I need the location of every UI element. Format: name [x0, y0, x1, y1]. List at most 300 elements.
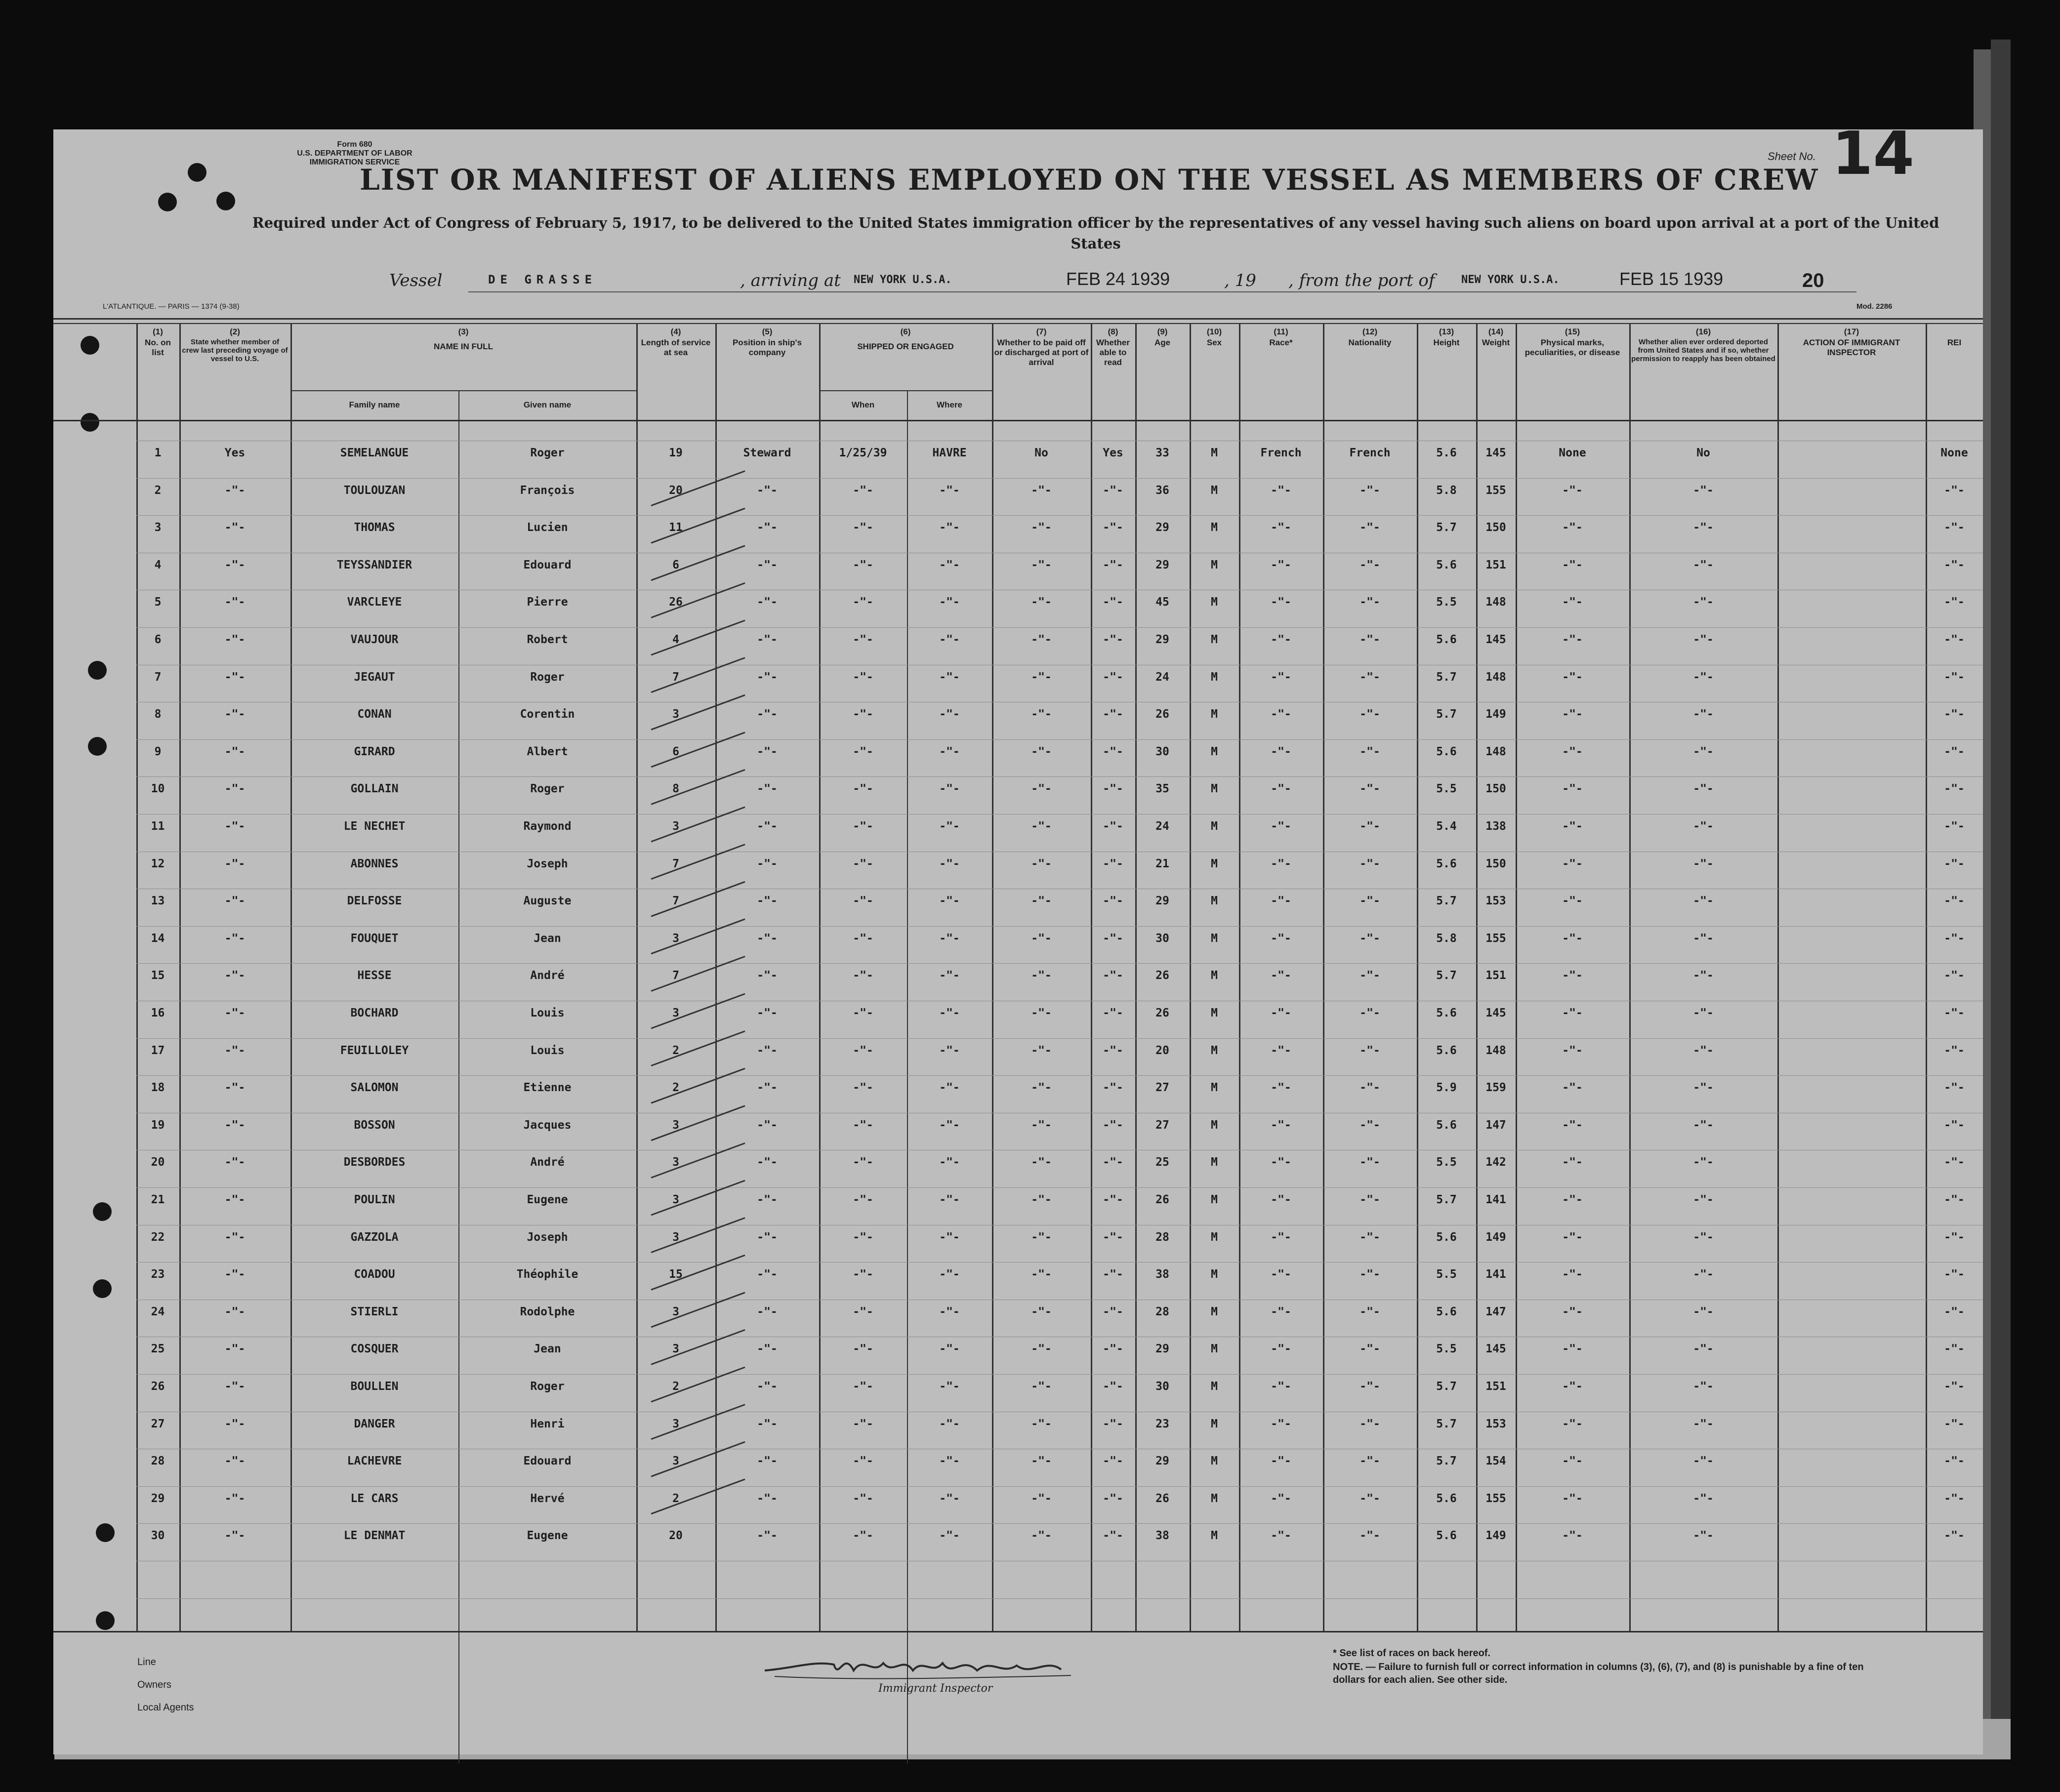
given-name: Louis: [530, 1044, 565, 1057]
sex: M: [1211, 484, 1218, 497]
service-length: 4: [672, 633, 679, 646]
column-header-10: Sex: [1206, 338, 1222, 347]
shipped-when-ditto: -"-: [853, 708, 873, 721]
paid-off-ditto: -"-: [1031, 1492, 1052, 1505]
ship-position-ditto: -"-: [757, 1417, 778, 1430]
penalty-note: NOTE. — Failure to furnish full or correct information in columns (3), (6), (7), and (8) is punishable by a fine of ten dollars for each alien. See other side.: [1333, 1662, 1864, 1685]
physical-marks-ditto: -"-: [1562, 633, 1583, 646]
punch-hole: [188, 163, 206, 182]
table-row: [53, 895, 1983, 910]
age: 38: [1155, 1268, 1169, 1281]
age: 24: [1155, 820, 1169, 833]
physical-marks-ditto: -"-: [1562, 820, 1583, 833]
shipped-when-ditto: -"-: [853, 1230, 873, 1244]
shipped-where-ditto: -"-: [939, 932, 960, 945]
paid-off-ditto: -"-: [1031, 1081, 1052, 1095]
row-rule: [136, 1374, 1983, 1375]
owners-label: Owners: [137, 1679, 171, 1690]
deported-ditto: -"-: [1693, 1455, 1714, 1468]
sex: M: [1211, 1492, 1218, 1505]
row-rule: [136, 478, 1983, 479]
column-header-18: REI: [1947, 338, 1962, 347]
column-header-17: ACTION OF IMMIGRANT INSPECTOR: [1803, 338, 1900, 357]
height: 5.7: [1436, 521, 1457, 534]
able-to-read-ditto: -"-: [1103, 1305, 1123, 1318]
arriving-port: NEW YORK U.S.A.: [854, 274, 952, 286]
family-name: LACHEVRE: [347, 1455, 402, 1468]
given-name: Etienne: [523, 1081, 572, 1095]
service-length: 7: [672, 857, 679, 870]
sex: M: [1211, 521, 1218, 534]
weight: 151: [1485, 1380, 1506, 1393]
paid-off-ditto: -"-: [1031, 1268, 1052, 1281]
weight: 145: [1485, 447, 1506, 459]
paid-off-ditto: -"-: [1031, 969, 1052, 982]
shipped-where-ditto: -"-: [939, 1230, 960, 1244]
table-row: [53, 484, 1983, 500]
ship-position-ditto: -"-: [757, 596, 778, 609]
subheader-family-name: Family name: [349, 400, 400, 409]
shipped-where-ditto: -"-: [939, 521, 960, 534]
shipped-where-ditto: -"-: [939, 596, 960, 609]
sex: M: [1211, 820, 1218, 833]
vessel-label: Vessel: [389, 271, 443, 290]
physical-marks-ditto: -"-: [1562, 1044, 1583, 1057]
able-to-read-ditto: -"-: [1103, 484, 1123, 497]
remarks-ditto: -"-: [1944, 1193, 1965, 1206]
deported-ditto: -"-: [1693, 1380, 1714, 1393]
given-name: Corentin: [520, 708, 575, 721]
physical-marks-ditto: -"-: [1562, 1492, 1583, 1505]
physical-marks-ditto: -"-: [1562, 1156, 1583, 1169]
sheet-label: Sheet No.: [1768, 150, 1816, 163]
form-mod: Mod. 2286: [1856, 302, 1893, 311]
service-length: 7: [672, 895, 679, 908]
row-number: 6: [154, 633, 162, 646]
sex: M: [1211, 670, 1218, 684]
previous-voyage-ditto: -"-: [224, 1343, 246, 1356]
row-number: 23: [151, 1268, 165, 1281]
sex: M: [1211, 447, 1218, 459]
previous-voyage-ditto: -"-: [224, 670, 246, 684]
able-to-read-ditto: -"-: [1103, 1230, 1123, 1244]
column-header-15: Physical marks, peculiarities, or disease: [1524, 338, 1620, 357]
previous-voyage-ditto: -"-: [224, 1118, 246, 1132]
age: 25: [1155, 1156, 1169, 1169]
age: 26: [1155, 708, 1169, 721]
table-row: [53, 1455, 1983, 1470]
weight: 154: [1485, 1455, 1506, 1468]
ship-position-ditto: -"-: [757, 745, 778, 758]
column-header-4: Length of service at sea: [641, 338, 711, 357]
row-number: 10: [151, 782, 165, 796]
service-length: 2: [672, 1081, 679, 1095]
family-name: BOULLEN: [350, 1380, 399, 1393]
paid-off-ditto: -"-: [1031, 1380, 1052, 1393]
ship-position-ditto: -"-: [757, 1230, 778, 1244]
shipped-where-ditto: -"-: [939, 1193, 960, 1206]
ship-position-ditto: -"-: [757, 1118, 778, 1132]
line-label: Line: [137, 1657, 156, 1668]
race-ditto: -"-: [1271, 1492, 1291, 1505]
table-row: [53, 596, 1983, 611]
previous-voyage-ditto: -"-: [224, 1193, 246, 1206]
table-row: [53, 1380, 1983, 1396]
ship-position-ditto: -"-: [757, 820, 778, 833]
shipped-where-ditto: -"-: [939, 1305, 960, 1318]
sex: M: [1211, 1007, 1218, 1019]
paid-off-ditto: -"-: [1031, 558, 1052, 571]
height: 5.6: [1436, 1305, 1457, 1318]
sex: M: [1211, 1343, 1218, 1356]
age: 26: [1155, 1193, 1169, 1206]
shipped-when-ditto: -"-: [853, 1007, 873, 1019]
race-ditto: -"-: [1271, 820, 1291, 833]
physical-marks-ditto: -"-: [1562, 932, 1583, 945]
weight: 159: [1485, 1081, 1506, 1095]
sex: M: [1211, 633, 1218, 646]
family-name: LE DENMAT: [343, 1529, 406, 1543]
sex: M: [1211, 1118, 1218, 1132]
paid-off-ditto: -"-: [1031, 857, 1052, 870]
service-length: 3: [672, 1417, 679, 1430]
row-number: 20: [151, 1156, 165, 1169]
nationality-ditto: -"-: [1360, 1081, 1380, 1095]
sex: M: [1211, 857, 1218, 870]
nationality-ditto: -"-: [1360, 484, 1380, 497]
able-to-read-ditto: -"-: [1103, 745, 1123, 758]
previous-voyage-ditto: -"-: [224, 1417, 246, 1430]
weight: 149: [1485, 708, 1506, 721]
shipped-where-ditto: -"-: [939, 1529, 960, 1543]
race-ditto: -"-: [1271, 596, 1291, 609]
ship-position-ditto: -"-: [757, 1007, 778, 1019]
height: 5.7: [1436, 895, 1457, 908]
ship-position-ditto: -"-: [757, 1492, 778, 1505]
shipped-where-ditto: -"-: [939, 1118, 960, 1132]
family-name: VARCLEYE: [347, 596, 402, 609]
weight: 155: [1485, 484, 1506, 497]
paid-off-ditto: -"-: [1031, 782, 1052, 796]
shipped-where-ditto: -"-: [939, 1492, 960, 1505]
nationality-ditto: -"-: [1360, 1230, 1380, 1244]
ship-position-ditto: -"-: [757, 1529, 778, 1543]
sex: M: [1211, 1193, 1218, 1206]
physical-marks-ditto: -"-: [1562, 1081, 1583, 1095]
able-to-read-ditto: -"-: [1103, 1417, 1123, 1430]
weight: 141: [1485, 1268, 1506, 1281]
row-number: 25: [151, 1343, 165, 1356]
shipped-when-ditto: -"-: [853, 633, 873, 646]
height: 5.5: [1436, 1268, 1457, 1281]
service-name: IMMIGRATION SERVICE: [309, 158, 400, 166]
remarks-ditto: -"-: [1944, 1417, 1965, 1430]
paid-off-ditto: -"-: [1031, 1156, 1052, 1169]
deported-ditto: -"-: [1693, 596, 1714, 609]
able-to-read-ditto: -"-: [1103, 1007, 1123, 1019]
race-ditto: -"-: [1271, 895, 1291, 908]
table-row: [53, 1044, 1983, 1060]
nationality-ditto: -"-: [1360, 1305, 1380, 1318]
service-length: 3: [672, 1343, 679, 1356]
departure-date-stamp: FEB 15 1939: [1619, 269, 1724, 289]
sex: M: [1211, 1417, 1218, 1430]
race-ditto: -"-: [1271, 1305, 1291, 1318]
table-row: [53, 969, 1983, 985]
row-rule: [136, 963, 1983, 964]
previous-voyage-ditto: -"-: [224, 484, 246, 497]
able-to-read-ditto: -"-: [1103, 708, 1123, 721]
shipped-where-ditto: -"-: [939, 558, 960, 571]
row-number: 22: [151, 1230, 165, 1244]
table-row: [53, 820, 1983, 836]
department-name: U.S. DEPARTMENT OF LABOR: [297, 149, 412, 158]
family-name: HESSE: [357, 969, 392, 982]
printer-imprint: L'ATLANTIQUE. — PARIS — 1374 (9-38): [103, 302, 240, 311]
deported-ditto: -"-: [1693, 745, 1714, 758]
family-name: LE NECHET: [343, 820, 406, 833]
weight: 141: [1485, 1193, 1506, 1206]
row-rule: [136, 1038, 1983, 1039]
race: French: [1260, 447, 1302, 459]
deported-ditto: -"-: [1693, 1417, 1714, 1430]
remarks-ditto: -"-: [1944, 484, 1965, 497]
sex: M: [1211, 895, 1218, 908]
family-name: FEUILLOLEY: [340, 1044, 409, 1057]
deported-ditto: -"-: [1693, 1230, 1714, 1244]
column-number-1: (1): [153, 327, 163, 336]
height: 5.6: [1436, 1529, 1457, 1543]
weight: 148: [1485, 596, 1506, 609]
race-footnote: * See list of races on back hereof.: [1333, 1648, 1491, 1659]
row-number: 7: [154, 670, 162, 684]
service-length: 3: [672, 708, 679, 721]
physical-marks-ditto: -"-: [1562, 1529, 1583, 1543]
previous-voyage: Yes: [224, 447, 246, 459]
physical-marks-ditto: -"-: [1562, 670, 1583, 684]
shipped-where-ditto: -"-: [939, 1343, 960, 1356]
service-length: 2: [672, 1044, 679, 1057]
nationality-ditto: -"-: [1360, 670, 1380, 684]
ship-position-ditto: -"-: [757, 969, 778, 982]
given-name: Henri: [530, 1417, 565, 1430]
remarks-ditto: -"-: [1944, 745, 1965, 758]
vessel-underline: [468, 291, 1856, 292]
deported-ditto: -"-: [1693, 1492, 1714, 1505]
age: 24: [1155, 670, 1169, 684]
given-name: Roger: [530, 447, 565, 459]
weight: 147: [1485, 1305, 1506, 1318]
table-row: [53, 1492, 1983, 1508]
nationality-ditto: -"-: [1360, 1455, 1380, 1468]
able-to-read-ditto: -"-: [1103, 1268, 1123, 1281]
previous-voyage-ditto: -"-: [224, 745, 246, 758]
given-name: Albert: [527, 745, 568, 758]
given-name: François: [520, 484, 575, 497]
subheader-given-name: Given name: [523, 400, 572, 409]
shipped-when-ditto: -"-: [853, 1268, 873, 1281]
shipped-when-ditto: -"-: [853, 1044, 873, 1057]
physical-marks-ditto: -"-: [1562, 745, 1583, 758]
service-length: 6: [672, 745, 679, 758]
given-name: Eugene: [527, 1193, 568, 1206]
nationality-ditto: -"-: [1360, 969, 1380, 982]
shipped-where-ditto: -"-: [939, 969, 960, 982]
weight: 153: [1485, 1417, 1506, 1430]
weight: 150: [1485, 782, 1506, 796]
family-name: TEYSSANDIER: [336, 558, 412, 571]
ship-position-ditto: -"-: [757, 521, 778, 534]
given-name: André: [530, 969, 565, 982]
remarks-ditto: -"-: [1944, 932, 1965, 945]
weight: 147: [1485, 1118, 1506, 1132]
paid-off-ditto: -"-: [1031, 895, 1052, 908]
family-name: TOULOUZAN: [343, 484, 406, 497]
remarks-ditto: -"-: [1944, 857, 1965, 870]
paid-off-ditto: -"-: [1031, 521, 1052, 534]
family-name: COADOU: [354, 1268, 395, 1281]
height: 5.6: [1436, 745, 1457, 758]
height: 5.6: [1436, 1492, 1457, 1505]
deported-ditto: -"-: [1693, 1268, 1714, 1281]
sex: M: [1211, 1044, 1218, 1057]
shipped-where-ditto: -"-: [939, 1268, 960, 1281]
column-number-6: (6): [900, 327, 911, 336]
physical-marks-ditto: -"-: [1562, 1380, 1583, 1393]
age: 27: [1155, 1118, 1169, 1132]
paid-off-ditto: -"-: [1031, 1007, 1052, 1019]
remarks-ditto: -"-: [1944, 1268, 1965, 1281]
row-rule: [136, 1187, 1983, 1188]
shipped-where-ditto: -"-: [939, 1380, 960, 1393]
previous-voyage-ditto: -"-: [224, 895, 246, 908]
sex: M: [1211, 782, 1218, 796]
height: 5.7: [1436, 1417, 1457, 1430]
service-length: 8: [672, 782, 679, 796]
race-ditto: -"-: [1271, 484, 1291, 497]
previous-voyage-ditto: -"-: [224, 820, 246, 833]
column-number-11: (11): [1274, 327, 1288, 336]
able-to-read-ditto: -"-: [1103, 969, 1123, 982]
column-number-7: (7): [1036, 327, 1047, 336]
previous-voyage-ditto: -"-: [224, 1156, 246, 1169]
paid-off-ditto: -"-: [1031, 1305, 1052, 1318]
shipped-when-ditto: -"-: [853, 1156, 873, 1169]
shipped-when-ditto: -"-: [853, 558, 873, 571]
table-row: [53, 1119, 1983, 1135]
nationality-ditto: -"-: [1360, 745, 1380, 758]
arrival-date-stamp: FEB 24 1939: [1066, 269, 1170, 289]
subheader-where: Where: [937, 400, 962, 409]
age: 38: [1155, 1529, 1169, 1543]
column-number-13: (13): [1439, 327, 1454, 336]
deported-ditto: -"-: [1693, 484, 1714, 497]
row-number: 15: [151, 969, 165, 982]
table-row: [53, 1193, 1983, 1209]
paid-off: No: [1034, 447, 1048, 459]
from-port-label: , from the port of: [1288, 271, 1435, 290]
column-number-2: (2): [230, 327, 240, 336]
ship-position-ditto: -"-: [757, 932, 778, 945]
year-label: , 19: [1224, 271, 1256, 290]
crew-count: 20: [1802, 270, 1824, 291]
paid-off-ditto: -"-: [1031, 596, 1052, 609]
age: 36: [1155, 484, 1169, 497]
able-to-read-ditto: -"-: [1103, 596, 1123, 609]
column-number-10: (10): [1206, 327, 1222, 336]
sex: M: [1211, 932, 1218, 945]
able-to-read-ditto: -"-: [1103, 1380, 1123, 1393]
service-length: 3: [672, 820, 679, 833]
vessel-name: DE GRASSE: [488, 273, 597, 286]
punch-hole: [216, 192, 235, 210]
punch-hole: [96, 1611, 115, 1630]
paid-off-ditto: -"-: [1031, 1118, 1052, 1132]
paid-off-ditto: -"-: [1031, 1230, 1052, 1244]
nationality-ditto: -"-: [1360, 1492, 1380, 1505]
family-name: CONAN: [357, 708, 392, 721]
row-rule: [136, 776, 1983, 777]
row-number: 5: [154, 596, 162, 609]
shipped-when-ditto: -"-: [853, 1118, 873, 1132]
nationality-ditto: -"-: [1360, 596, 1380, 609]
column-number-4: (4): [670, 327, 681, 336]
physical-marks-ditto: -"-: [1562, 1230, 1583, 1244]
race-ditto: -"-: [1271, 1007, 1291, 1019]
remarks-ditto: -"-: [1944, 708, 1965, 721]
shipped-when-ditto: -"-: [853, 745, 873, 758]
race-ditto: -"-: [1271, 633, 1291, 646]
shipped-when-ditto: -"-: [853, 1343, 873, 1356]
nationality-ditto: -"-: [1360, 1417, 1380, 1430]
paid-off-ditto: -"-: [1031, 932, 1052, 945]
able-to-read-ditto: -"-: [1103, 820, 1123, 833]
nationality-ditto: -"-: [1360, 895, 1380, 908]
service-length: 7: [672, 670, 679, 684]
weight: 148: [1485, 670, 1506, 684]
deported-ditto: -"-: [1693, 969, 1714, 982]
able-to-read-ditto: -"-: [1103, 782, 1123, 796]
height: 5.5: [1436, 1156, 1457, 1169]
ship-position-ditto: -"-: [757, 633, 778, 646]
column-header-6: SHIPPED OR ENGAGED: [857, 342, 954, 351]
row-number: 14: [151, 932, 165, 945]
shipped-when-ditto: -"-: [853, 1081, 873, 1095]
sex: M: [1211, 745, 1218, 758]
service-length: 11: [669, 521, 683, 534]
race-ditto: -"-: [1271, 708, 1291, 721]
ship-position-ditto: -"-: [757, 1380, 778, 1393]
ship-position-ditto: -"-: [757, 895, 778, 908]
nationality-ditto: -"-: [1360, 1007, 1380, 1019]
remarks-ditto: -"-: [1944, 1230, 1965, 1244]
physical-marks-ditto: -"-: [1562, 521, 1583, 534]
service-length: 20: [669, 1529, 683, 1543]
paid-off-ditto: -"-: [1031, 670, 1052, 684]
shipped-when-ditto: -"-: [853, 1492, 873, 1505]
given-name: Pierre: [527, 596, 568, 609]
height: 5.5: [1436, 596, 1457, 609]
column-number-12: (12): [1362, 327, 1378, 336]
sheet-number: 14: [1832, 120, 1914, 188]
given-name: Rodolphe: [520, 1305, 575, 1318]
age: 20: [1155, 1044, 1169, 1057]
service-length: 3: [672, 1455, 679, 1468]
age: 28: [1155, 1305, 1169, 1318]
age: 29: [1155, 633, 1169, 646]
arriving-label: , arriving at: [740, 271, 841, 290]
age: 30: [1155, 745, 1169, 758]
